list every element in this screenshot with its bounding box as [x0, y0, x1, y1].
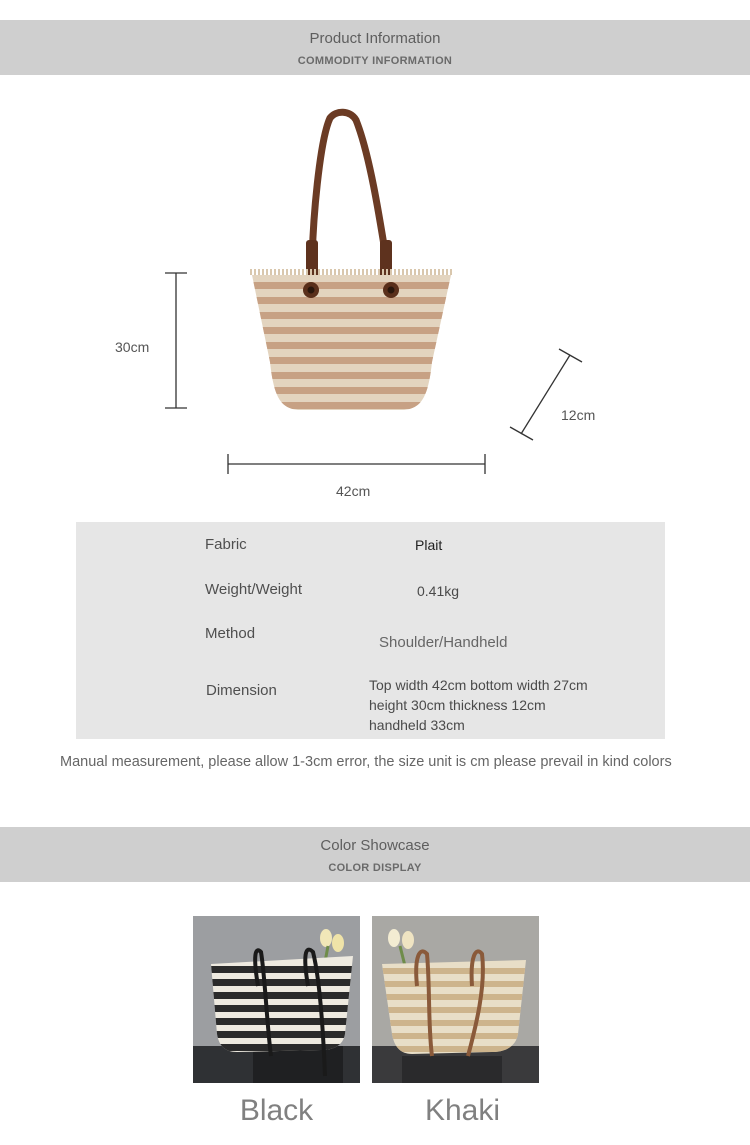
spec-value-method: Shoulder/Handheld	[379, 634, 508, 651]
height-label: 30cm	[115, 339, 150, 355]
width-label: 42cm	[336, 483, 371, 499]
spec-key-fabric: Fabric	[205, 536, 247, 553]
black-bag-photo	[193, 916, 360, 1083]
spec-key-weight: Weight/Weight	[205, 581, 302, 598]
banner-title: Color Showcase	[320, 837, 430, 854]
banner-subtitle: COMMODITY INFORMATION	[297, 55, 453, 67]
depth-measure-line	[510, 349, 582, 440]
depth-label: 12cm	[561, 407, 596, 423]
color-swatch-black[interactable]	[193, 916, 360, 1083]
product-dimension-diagram	[0, 100, 750, 510]
spec-key-dimension: Dimension	[206, 682, 277, 699]
color-label-khaki: Khaki	[424, 1094, 501, 1127]
banner-subtitle: COLOR DISPLAY	[328, 862, 422, 874]
spec-key-method: Method	[205, 625, 256, 642]
color-label-black: Black	[239, 1094, 314, 1127]
dimension-line-2: height 30cm thickness 12cm	[369, 697, 546, 713]
product-information-banner	[0, 20, 750, 75]
spec-value-weight: 0.41kg	[417, 583, 460, 599]
color-swatch-khaki[interactable]	[372, 916, 539, 1083]
dimension-line-3: handheld 33cm	[369, 717, 465, 733]
width-measure-line	[228, 454, 485, 474]
banner-title: Product Information	[309, 30, 441, 47]
spec-value-fabric: Plait	[415, 537, 443, 553]
khaki-bag-photo	[372, 916, 539, 1083]
spec-value-dimension	[369, 675, 588, 735]
spec-table	[76, 522, 665, 739]
dimension-line-1: Top width 42cm bottom width 27cm	[369, 677, 588, 693]
bag-body	[240, 265, 470, 425]
measurement-note: Manual measurement, please allow 1-3cm error, the size unit is cm please prevail in kind colors	[60, 754, 672, 770]
height-measure-line	[165, 273, 187, 408]
color-showcase-banner	[0, 827, 750, 882]
